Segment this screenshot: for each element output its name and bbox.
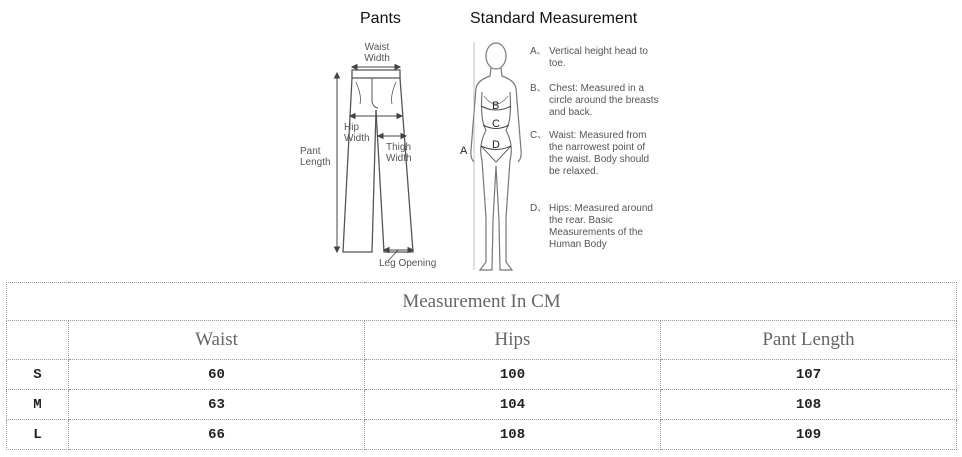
hips-cell: 108 bbox=[365, 420, 661, 450]
pants-title: Pants bbox=[360, 10, 401, 27]
waist-cell: 63 bbox=[69, 390, 365, 420]
hips-cell: 100 bbox=[365, 360, 661, 390]
body-figure bbox=[471, 43, 521, 270]
size-cell: M bbox=[7, 390, 69, 420]
note-b bbox=[530, 83, 660, 119]
size-cell: L bbox=[7, 420, 69, 450]
hip-width-label: Hip Width bbox=[344, 122, 370, 144]
hips-cell: 104 bbox=[365, 390, 661, 420]
note-key: B、 bbox=[530, 83, 547, 94]
size-cell: S bbox=[7, 360, 69, 390]
waist-cell: 66 bbox=[69, 420, 365, 450]
table-row bbox=[7, 420, 957, 450]
note-key: C、 bbox=[530, 130, 548, 141]
standard-measurement-title: Standard Measurement bbox=[470, 10, 638, 27]
figure-letter-a: A bbox=[460, 145, 468, 157]
table-row bbox=[7, 360, 957, 390]
figure-letter-c: C bbox=[492, 118, 500, 130]
waist-width-label: Waist Width bbox=[364, 42, 390, 64]
note-text: Hips: Measured around the rear. Basic Measurements of the Human Body bbox=[549, 203, 653, 250]
note-key: D、 bbox=[530, 203, 548, 214]
pant-length-cell: 107 bbox=[661, 360, 957, 390]
leg-opening-label: Leg Opening bbox=[379, 258, 437, 269]
note-a bbox=[530, 46, 660, 70]
measurement-table bbox=[6, 282, 957, 450]
header-hips: Hips bbox=[365, 321, 661, 360]
header-waist: Waist bbox=[69, 321, 365, 360]
note-c bbox=[530, 130, 660, 178]
pant-length-cell: 108 bbox=[661, 390, 957, 420]
note-text: Vertical height head to toe. bbox=[549, 46, 648, 69]
figure-letter-b: B bbox=[492, 100, 500, 112]
pant-length-cell: 109 bbox=[661, 420, 957, 450]
note-text: Chest: Measured in a circle around the breasts and back. bbox=[549, 83, 659, 118]
table-caption: Measurement In CM bbox=[7, 283, 957, 321]
thigh-width-label: Thigh Width bbox=[386, 142, 412, 164]
note-key: A、 bbox=[530, 46, 547, 57]
header-size bbox=[7, 321, 69, 360]
note-d bbox=[530, 203, 660, 251]
header-pant-length: Pant Length bbox=[661, 321, 957, 360]
table-row bbox=[7, 390, 957, 420]
figure-letter-d: D bbox=[492, 139, 500, 151]
table-header-row bbox=[7, 321, 957, 360]
note-text: Waist: Measured from the narrowest point of the waist. Body should be relaxed. bbox=[549, 130, 650, 177]
waist-cell: 60 bbox=[69, 360, 365, 390]
pant-length-label: Pant Length bbox=[300, 146, 331, 168]
table-caption-row bbox=[7, 283, 957, 321]
